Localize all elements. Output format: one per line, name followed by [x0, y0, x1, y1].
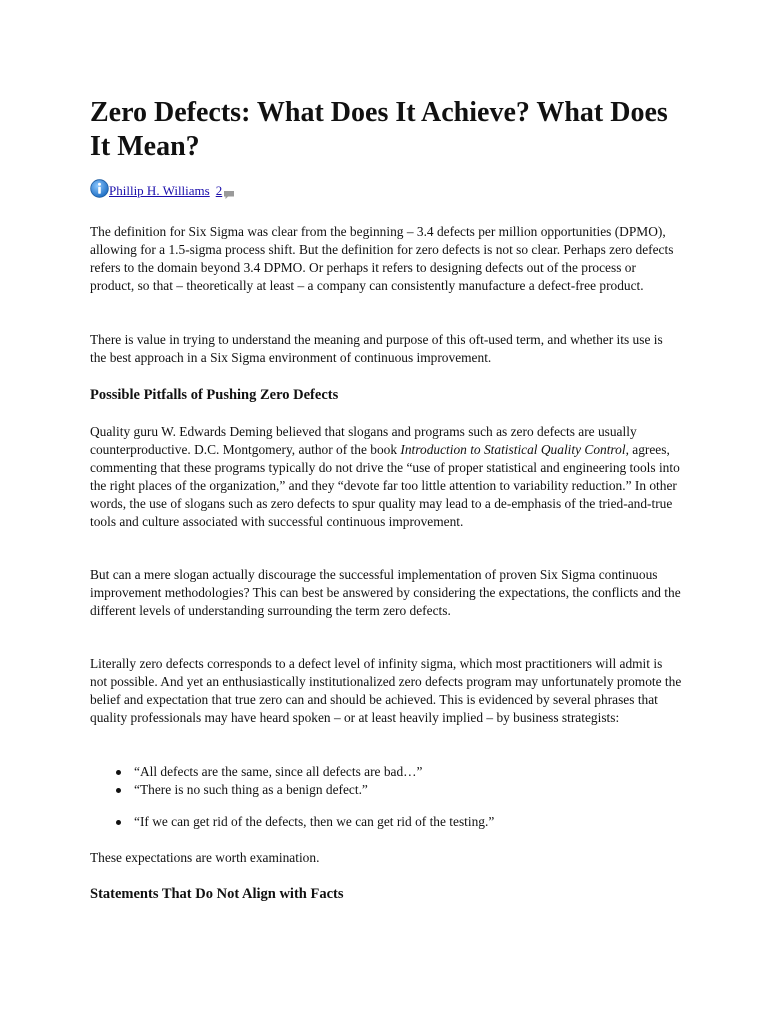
quote-list: [90, 763, 682, 831]
paragraph: [90, 423, 682, 531]
author-link[interactable]: Phillip H. Williams: [109, 183, 210, 198]
comment-count-link[interactable]: 2: [215, 183, 223, 198]
section-heading: Possible Pitfalls of Pushing Zero Defects: [90, 387, 339, 403]
info-icon: [90, 179, 109, 198]
comment-icon[interactable]: [223, 186, 235, 196]
paragraph: But can a mere slogan actually discourage the successful implementation of proven Six Sigma continuous improvement methodologies? This can best be answered by considering the expectations, the conflicts and the different levels of understanding surrounding the term zero defects.: [90, 567, 681, 618]
byline: [90, 181, 235, 201]
article-title: Zero Defects: What Does It Achieve? What Does It Mean?: [90, 97, 668, 162]
paragraph: These expectations are worth examination.: [90, 850, 320, 865]
book-title: Introduction to Statistical Quality Control: [400, 442, 626, 457]
list-item: “If we can get rid of the defects, then we can get rid of the testing.”: [90, 813, 682, 831]
section-heading: Statements That Do Not Align with Facts: [90, 886, 344, 902]
paragraph: Literally zero defects corresponds to a defect level of infinity sigma, which most practitioners will admit is not possible. And yet an enthusiastically institutionalized zero defects program may unfortunately promote the belief and expectation that true zero can and should be achieved. This is evidenced by several phrases that quality professionals may have heard spoken – or at least heavily implied – by business strategists:: [90, 656, 682, 725]
list-item: “There is no such thing as a benign defect.”: [90, 781, 682, 799]
paragraph-text: , agrees, commenting that these programs typically do not drive the “use of proper statistical and engineering tools into the right places of the organization,” and they “devote far too little attention to variability reduction.” In other words, the use of slogans such as zero defects to spur quality may lead to a de-emphasis of the tried-and-true tools and culture associated with successful continuous improvement.: [90, 442, 680, 529]
list-item: “All defects are the same, since all defects are bad…”: [90, 763, 682, 781]
paragraph-text: Quality guru W. Edwards Deming believed that slogans and programs such as zero defects are usually counterproductive. D.C. Montgomery, author of the book: [90, 424, 637, 457]
paragraph: There is value in trying to understand the meaning and purpose of this oft-used term, and whether its use is the best approach in a Six Sigma environment of continuous improvement.: [90, 332, 663, 365]
paragraph: The definition for Six Sigma was clear from the beginning – 3.4 defects per million opportunities (DPMO), allowing for a 1.5-sigma process shift. But the definition for zero defects is not so clear. Perhaps zero defects refers to the domain beyond 3.4 DPMO. Or perhaps it refers to designing defects out of the process or product, so that – theoretically at least – a company can consistently manufacture a defect-free product.: [90, 224, 674, 293]
